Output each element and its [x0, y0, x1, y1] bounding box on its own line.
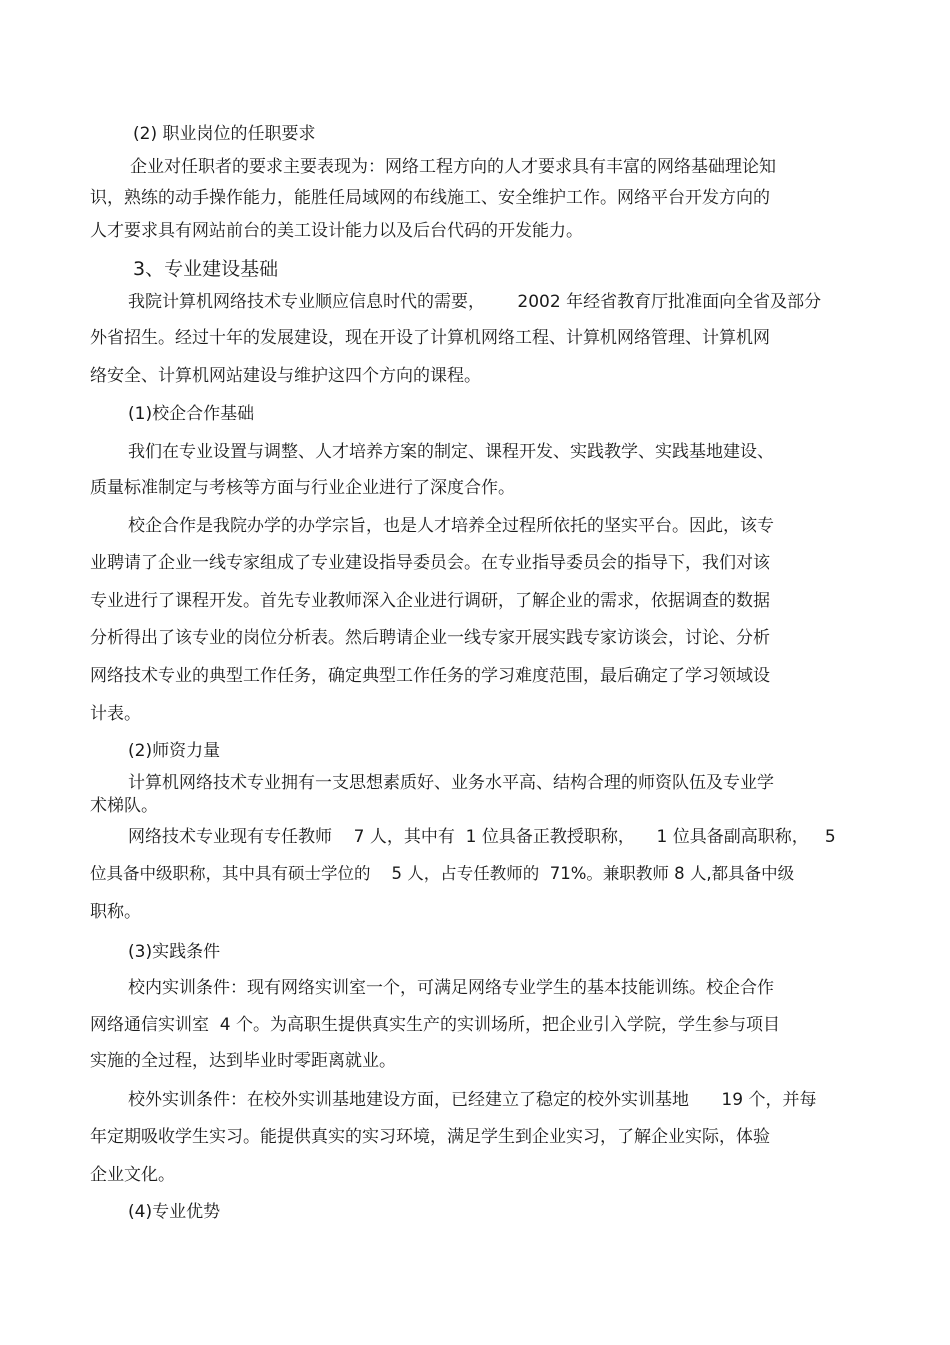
paragraph-line: 计算机网络技术专业拥有一支思想素质好、业务水平高、结构合理的师资队伍及专业学 [128, 773, 774, 793]
paragraph-line: 职称。 [90, 902, 141, 922]
paragraph-line: 网络技术专业现有专任教师 7 人，其中有 1 位具备正教授职称， 1 位具备副高职称， 5 [128, 827, 836, 847]
section-heading: 3、专业建设基础 [133, 258, 279, 280]
paragraph-line: 识，熟练的动手操作能力，能胜任局域网的布线施工、安全维护工作。网络平台开发方向的 [90, 188, 770, 208]
paragraph-line: 我院计算机网络技术专业顺应信息时代的需要， 2002 年经省教育厅批准面向全省及部分 [128, 292, 822, 312]
subsection-heading: (1)校企合作基础 [128, 404, 255, 424]
paragraph-line: 我们在专业设置与调整、人才培养方案的制定、课程开发、实践教学、实践基地建设、 [128, 442, 774, 462]
subsection-heading: (2) 职业岗位的任职要求 [133, 124, 316, 144]
paragraph-line: 专业进行了课程开发。首先专业教师深入企业进行调研，了解企业的需求，依据调查的数据 [90, 591, 770, 611]
paragraph-line: 人才要求具有网站前台的美工设计能力以及后台代码的开发能力。 [90, 221, 583, 241]
paragraph-line: 术梯队。 [90, 796, 158, 816]
subsection-heading: (4)专业优势 [128, 1202, 221, 1222]
subsection-heading: (3)实践条件 [128, 942, 221, 962]
paragraph-line: 网络技术专业的典型工作任务，确定典型工作任务的学习难度范围，最后确定了学习领域设 [90, 666, 770, 686]
paragraph-line: 络安全、计算机网站建设与维护这四个方向的课程。 [90, 366, 481, 386]
paragraph-line: 质量标准制定与考核等方面与行业企业进行了深度合作。 [90, 478, 515, 498]
paragraph-line: 网络通信实训室 4 个。为高职生提供真实生产的实训场所，把企业引入学院，学生参与项目 [90, 1015, 781, 1035]
paragraph-line: 企业对任职者的要求主要表现为：网络工程方向的人才要求具有丰富的网络基础理论知 [130, 157, 776, 177]
paragraph-line: 计表。 [90, 704, 141, 724]
paragraph-line: 业聘请了企业一线专家组成了专业建设指导委员会。在专业指导委员会的指导下，我们对该 [90, 553, 770, 573]
paragraph-line: 年定期吸收学生实习。能提供真实的实习环境，满足学生到企业实习，了解企业实际，体验 [90, 1127, 770, 1147]
paragraph-line: 外省招生。经过十年的发展建设，现在开设了计算机网络工程、计算机网络管理、计算机网 [90, 328, 770, 348]
paragraph-line: 校企合作是我院办学的办学宗旨，也是人才培养全过程所依托的坚实平台。因此，该专 [128, 516, 774, 536]
paragraph-line: 实施的全过程，达到毕业时零距离就业。 [90, 1051, 396, 1071]
paragraph-line: 校内实训条件：现有网络实训室一个，可满足网络专业学生的基本技能训练。校企合作 [128, 978, 774, 998]
paragraph-line: 位具备中级职称，其中具有硕士学位的 5 人，占专任教师的 71%。兼职教师 8 人,都具备中级 [90, 864, 795, 883]
paragraph-line: 校外实训条件：在校外实训基地建设方面，已经建立了稳定的校外实训基地 19 个，并每 [128, 1090, 817, 1110]
paragraph-line: 企业文化。 [90, 1165, 175, 1185]
subsection-heading: (2)师资力量 [128, 741, 221, 761]
paragraph-line: 分析得出了该专业的岗位分析表。然后聘请企业一线专家开展实践专家访谈会，讨论、分析 [90, 628, 770, 648]
